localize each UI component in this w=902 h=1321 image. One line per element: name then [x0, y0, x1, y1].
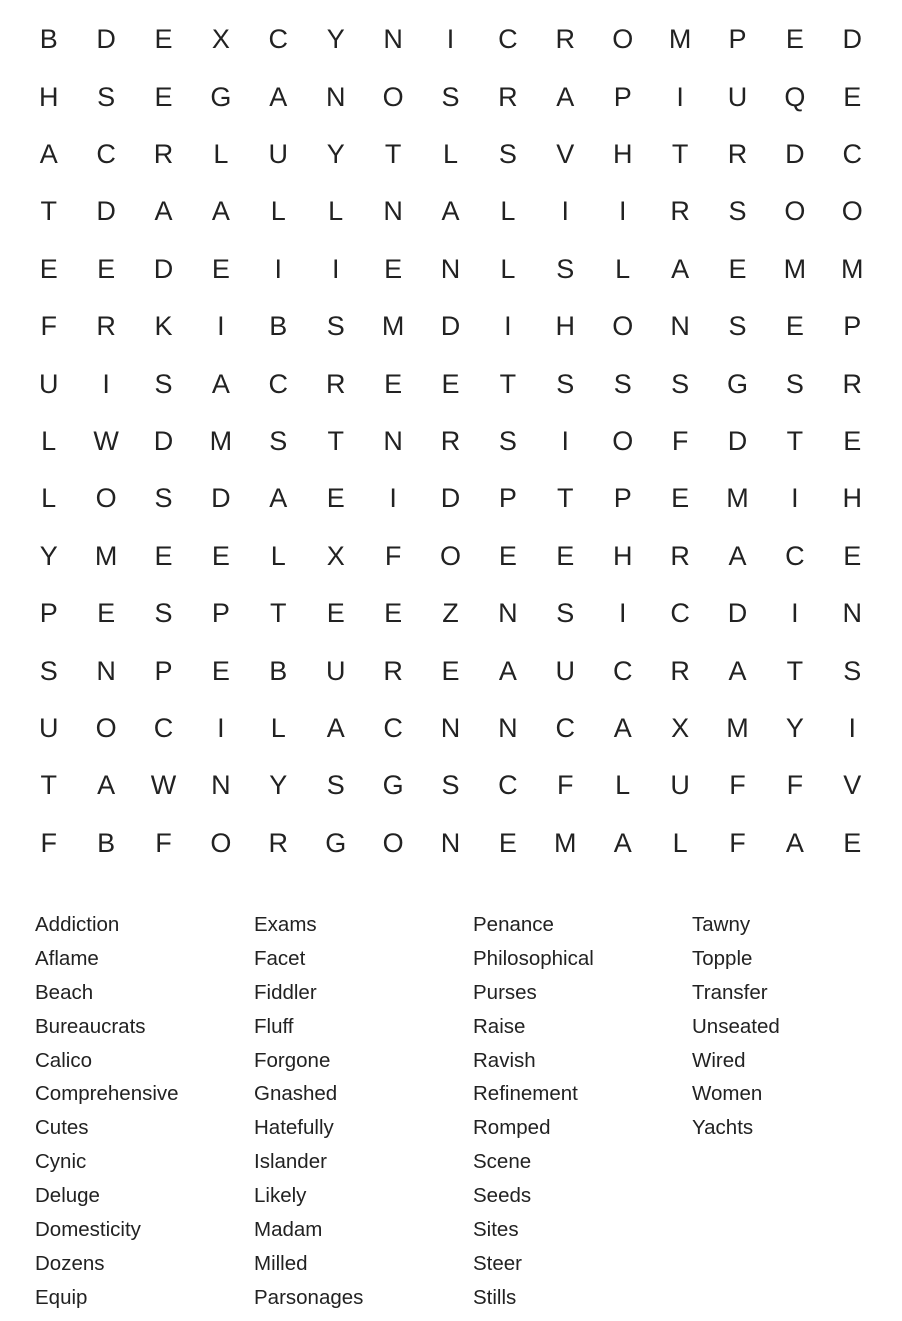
grid-cell[interactable]: R	[440, 425, 461, 456]
word-list-item: Calico	[35, 1048, 92, 1072]
grid-cell[interactable]: U	[670, 770, 690, 801]
grid-cell[interactable]: X	[211, 24, 230, 55]
grid-cell[interactable]: N	[440, 253, 461, 284]
word-list-item: Parsonages	[254, 1285, 364, 1309]
grid-cell[interactable]: E	[154, 540, 173, 571]
grid-cell[interactable]: R	[842, 368, 863, 399]
grid-cell[interactable]: S	[556, 368, 575, 399]
grid-cell[interactable]: E	[785, 24, 804, 55]
grid-cell[interactable]: S	[613, 368, 632, 399]
grid-cell[interactable]: B	[97, 827, 116, 858]
grid-cell[interactable]: L	[270, 540, 286, 571]
grid-cell[interactable]: E	[211, 253, 230, 284]
word-list-item: Romped	[473, 1116, 551, 1140]
grid-cell[interactable]: N	[440, 712, 461, 743]
grid-cell[interactable]: L	[270, 712, 286, 743]
grid-cell[interactable]: A	[211, 368, 230, 399]
word-list-item: Sites	[473, 1218, 519, 1242]
grid-cell[interactable]: I	[504, 311, 512, 342]
grid-cell[interactable]: A	[269, 81, 288, 112]
grid-cell[interactable]: A	[613, 827, 632, 858]
grid-cell[interactable]: C	[383, 712, 403, 743]
grid-cell[interactable]: L	[41, 425, 57, 456]
word-list-item: Beach	[35, 980, 94, 1004]
grid-cell[interactable]: S	[154, 483, 173, 514]
grid-cell[interactable]: O	[612, 311, 634, 342]
grid-cell[interactable]: N	[498, 598, 518, 629]
grid-cell[interactable]: I	[676, 81, 684, 112]
grid-cell[interactable]: C	[268, 24, 289, 55]
grid-cell[interactable]: N	[383, 425, 403, 456]
word-list-item: Purses	[473, 980, 537, 1004]
grid-cell[interactable]: F	[729, 770, 746, 801]
grid-cell[interactable]: N	[96, 655, 116, 686]
grid-cell[interactable]: A	[39, 138, 58, 169]
grid-cell[interactable]: L	[270, 196, 286, 227]
grid-cell[interactable]: Y	[39, 540, 58, 571]
grid-cell[interactable]: O	[439, 540, 461, 571]
grid-cell[interactable]: T	[384, 138, 402, 169]
grid-cell[interactable]: U	[727, 81, 748, 112]
grid-cell[interactable]: S	[556, 253, 575, 284]
grid-cell[interactable]: C	[612, 655, 633, 686]
grid-cell[interactable]: Y	[785, 712, 804, 743]
grid-cell[interactable]: O	[95, 483, 117, 514]
grid-cell[interactable]: E	[498, 540, 517, 571]
grid-cell[interactable]: I	[561, 425, 570, 456]
grid-cell[interactable]: I	[848, 712, 857, 743]
grid-cell[interactable]: O	[841, 196, 863, 227]
word-list-item: Dozens	[35, 1251, 105, 1275]
grid-cell[interactable]: S	[269, 425, 288, 456]
grid-cell[interactable]: C	[670, 598, 690, 629]
grid-cell[interactable]: Z	[442, 598, 459, 629]
grid-cell[interactable]: A	[154, 196, 173, 227]
grid-cell[interactable]: P	[613, 81, 632, 112]
grid-cell[interactable]: I	[791, 483, 799, 514]
word-list-item: Steer	[473, 1251, 522, 1275]
grid-cell[interactable]: X	[671, 712, 690, 743]
grid-cell[interactable]: M	[668, 24, 692, 55]
grid-cell[interactable]: O	[95, 712, 117, 743]
grid-cell[interactable]: T	[327, 425, 344, 456]
grid-cell[interactable]: N	[383, 24, 403, 55]
grid-cell[interactable]: H	[842, 483, 863, 514]
word-list-item: Cynic	[35, 1150, 87, 1174]
grid-cell[interactable]: S	[671, 368, 690, 399]
word-list-item: Scene	[473, 1150, 532, 1174]
grid-cell[interactable]: E	[39, 253, 58, 284]
grid-cell[interactable]: P	[843, 311, 862, 342]
grid-cell[interactable]: H	[555, 311, 576, 342]
grid-cell[interactable]: C	[498, 770, 518, 801]
word-list-item: Bureaucrats	[35, 1014, 146, 1038]
grid-cell[interactable]: S	[785, 368, 804, 399]
grid-cell[interactable]: U	[268, 138, 289, 169]
word-list-item: Unseated	[692, 1014, 780, 1038]
grid-cell[interactable]: E	[384, 368, 403, 399]
grid-cell[interactable]: E	[384, 253, 403, 284]
grid-cell[interactable]: M	[94, 540, 118, 571]
grid-cell[interactable]: T	[270, 598, 287, 629]
grid-cell[interactable]: I	[102, 368, 110, 399]
grid-cell[interactable]: Q	[784, 81, 806, 112]
grid-cell[interactable]: N	[211, 770, 231, 801]
word-list-item: Comprehensive	[35, 1082, 179, 1106]
grid-cell[interactable]: F	[671, 425, 689, 456]
grid-cell[interactable]: D	[727, 425, 748, 456]
grid-cell[interactable]: E	[326, 598, 345, 629]
grid-cell[interactable]: E	[441, 655, 460, 686]
grid-cell[interactable]: F	[729, 827, 746, 858]
word-list-item: Forgone	[254, 1048, 331, 1072]
word-list-item: Raise	[473, 1014, 526, 1038]
grid-cell[interactable]: E	[728, 253, 747, 284]
grid-cell[interactable]: R	[383, 655, 403, 686]
grid-cell[interactable]: I	[217, 712, 225, 743]
grid-cell[interactable]: R	[96, 311, 116, 342]
grid-cell[interactable]: E	[211, 655, 230, 686]
word-list-item: Madam	[254, 1218, 323, 1242]
grid-cell[interactable]: C	[498, 24, 518, 55]
grid-cell[interactable]: L	[442, 138, 458, 169]
grid-cell[interactable]: F	[40, 311, 57, 342]
grid-cell[interactable]: I	[331, 253, 340, 284]
grid-cell[interactable]: E	[326, 483, 345, 514]
grid-cell[interactable]: T	[786, 655, 804, 686]
grid-cell[interactable]: P	[211, 598, 230, 629]
grid-cell[interactable]: E	[843, 540, 862, 571]
grid-cell[interactable]: M	[554, 827, 577, 858]
grid-cell[interactable]: W	[93, 425, 119, 456]
grid-cell[interactable]: O	[382, 81, 404, 112]
grid-cell[interactable]: D	[440, 483, 461, 514]
grid-cell[interactable]: I	[791, 598, 799, 629]
word-list-item: Hatefully	[254, 1116, 334, 1140]
word-list-item: Gnashed	[254, 1082, 338, 1106]
grid-cell[interactable]: M	[783, 253, 807, 284]
grid-cell[interactable]: I	[618, 196, 627, 227]
grid-cell[interactable]: E	[154, 81, 173, 112]
grid-cell[interactable]: T	[671, 138, 689, 169]
word-list-item: Wired	[692, 1048, 746, 1072]
word-list-item: Fluff	[254, 1014, 294, 1038]
grid-cell[interactable]: E	[843, 81, 862, 112]
word-list-item: Tawny	[692, 913, 751, 936]
grid-cell[interactable]: O	[382, 827, 404, 858]
grid-cell[interactable]: M	[841, 253, 864, 284]
grid-cell[interactable]: U	[38, 368, 59, 399]
grid-cell[interactable]: L	[615, 770, 631, 801]
grid-cell[interactable]: S	[843, 655, 862, 686]
grid-cell[interactable]: L	[672, 827, 688, 858]
grid-cell[interactable]: D	[440, 311, 461, 342]
grid-cell[interactable]: M	[209, 425, 233, 456]
grid-cell[interactable]: L	[615, 253, 631, 284]
grid-cell[interactable]: F	[155, 827, 172, 858]
grid-cell[interactable]: D	[842, 24, 863, 55]
grid-cell[interactable]: G	[210, 81, 232, 112]
grid-cell[interactable]: C	[785, 540, 805, 571]
grid-cell[interactable]: S	[97, 81, 116, 112]
grid-cell[interactable]: L	[328, 196, 344, 227]
grid-cell[interactable]: C	[153, 712, 174, 743]
grid-cell[interactable]: B	[269, 311, 288, 342]
word-list-column	[692, 908, 902, 1145]
word-list-item: Topple	[692, 946, 753, 970]
word-list-item: Likely	[254, 1184, 307, 1208]
grid-cell[interactable]: T	[499, 368, 517, 399]
grid-cell[interactable]: R	[268, 827, 289, 858]
grid-cell[interactable]: O	[612, 425, 634, 456]
grid-cell[interactable]: P	[728, 24, 747, 55]
grid-cell[interactable]: F	[786, 770, 804, 801]
grid-cell[interactable]: R	[498, 81, 518, 112]
grid-cell[interactable]: B	[39, 24, 58, 55]
grid-cell[interactable]: L	[213, 138, 229, 169]
word-list-item: Islander	[254, 1150, 327, 1174]
grid-cell[interactable]: M	[726, 483, 749, 514]
grid-cell[interactable]: C	[842, 138, 863, 169]
grid-cell[interactable]: S	[154, 368, 173, 399]
grid-cell[interactable]: I	[446, 24, 455, 55]
grid-cell[interactable]: E	[843, 827, 862, 858]
grid-cell[interactable]: A	[97, 770, 116, 801]
grid-cell[interactable]: A	[613, 712, 632, 743]
grid-cell[interactable]: R	[727, 138, 748, 169]
grid-cell[interactable]: E	[556, 540, 575, 571]
grid-cell[interactable]: C	[96, 138, 116, 169]
grid-cell[interactable]: R	[670, 655, 690, 686]
grid-cell[interactable]: E	[384, 598, 403, 629]
grid-cell[interactable]: E	[671, 483, 690, 514]
word-list-item: Women	[692, 1082, 763, 1106]
grid-cell[interactable]: I	[389, 483, 397, 514]
letter-grid	[20, 11, 881, 872]
grid-cell[interactable]: S	[498, 425, 517, 456]
grid-cell[interactable]: I	[217, 311, 225, 342]
grid-cell[interactable]: E	[441, 368, 460, 399]
grid-cell[interactable]: D	[211, 483, 231, 514]
grid-cell[interactable]: A	[728, 540, 747, 571]
grid-cell[interactable]: A	[326, 712, 345, 743]
word-list-item: Milled	[254, 1251, 308, 1275]
word-list-item: Stills	[473, 1285, 517, 1309]
grid-cell[interactable]: R	[555, 24, 576, 55]
grid-cell[interactable]: O	[210, 827, 232, 858]
grid-cell[interactable]: S	[154, 598, 173, 629]
grid-cell[interactable]: N	[383, 196, 403, 227]
grid-cell[interactable]: V	[556, 138, 575, 169]
grid-cell[interactable]: T	[557, 483, 574, 514]
word-list-column	[473, 908, 688, 1315]
grid-cell[interactable]: A	[785, 827, 804, 858]
grid-cell[interactable]: M	[381, 311, 405, 342]
grid-cell[interactable]: U	[325, 655, 346, 686]
grid-cell[interactable]: Y	[269, 770, 288, 801]
grid-cell[interactable]: F	[40, 827, 57, 858]
grid-cell[interactable]: S	[326, 311, 345, 342]
grid-cell[interactable]: F	[557, 770, 574, 801]
grid-cell[interactable]: N	[670, 311, 690, 342]
grid-cell[interactable]: B	[269, 655, 288, 686]
grid-cell[interactable]: S	[441, 81, 460, 112]
grid-cell[interactable]: E	[97, 253, 116, 284]
word-list-item: Yachts	[692, 1116, 754, 1140]
grid-cell[interactable]: T	[40, 196, 57, 227]
grid-cell[interactable]: L	[500, 253, 516, 284]
word-list-item: Philosophical	[473, 946, 594, 970]
word-list-item: Domesticity	[35, 1218, 141, 1242]
grid-cell[interactable]: A	[671, 253, 690, 284]
grid-cell[interactable]: C	[268, 368, 289, 399]
grid-cell[interactable]: D	[96, 196, 116, 227]
grid-cell[interactable]: L	[500, 196, 516, 227]
word-list-item: Seeds	[473, 1184, 532, 1208]
grid-cell[interactable]: D	[153, 425, 174, 456]
grid-cell[interactable]: P	[39, 598, 58, 629]
grid-cell[interactable]: E	[785, 311, 804, 342]
grid-cell[interactable]: A	[556, 81, 575, 112]
grid-cell[interactable]: N	[842, 598, 863, 629]
grid-cell[interactable]: D	[153, 253, 174, 284]
grid-cell[interactable]: R	[670, 196, 690, 227]
grid-cell[interactable]: W	[150, 770, 177, 801]
word-list-item: Exams	[254, 913, 317, 936]
word-list-item: Fiddler	[254, 980, 317, 1004]
grid-cell[interactable]: A	[441, 196, 460, 227]
grid-cell[interactable]: N	[325, 81, 346, 112]
grid-cell[interactable]: Y	[326, 138, 345, 169]
grid-cell[interactable]: A	[498, 655, 517, 686]
grid-cell[interactable]: R	[670, 540, 690, 571]
grid-cell[interactable]: E	[97, 598, 116, 629]
grid-cell[interactable]: L	[41, 483, 57, 514]
grid-cell[interactable]: T	[786, 425, 804, 456]
grid-cell[interactable]: S	[441, 770, 460, 801]
grid-cell[interactable]: I	[618, 598, 627, 629]
word-list-item: Cutes	[35, 1116, 89, 1140]
grid-cell[interactable]: D	[96, 24, 116, 55]
grid-cell[interactable]: A	[728, 655, 747, 686]
grid-cell[interactable]: E	[211, 540, 230, 571]
grid-cell[interactable]: S	[728, 311, 747, 342]
grid-cell[interactable]: G	[325, 827, 347, 858]
word-list-item: Addiction	[35, 913, 120, 936]
word-list-item: Aflame	[35, 946, 99, 970]
word-list-item: Ravish	[473, 1048, 536, 1072]
grid-cell[interactable]: O	[784, 196, 806, 227]
grid-cell[interactable]: E	[154, 24, 173, 55]
grid-cell[interactable]: U	[38, 712, 59, 743]
grid-cell[interactable]: S	[728, 196, 747, 227]
grid-cell[interactable]: H	[612, 540, 633, 571]
grid-cell[interactable]: O	[612, 24, 634, 55]
grid-cell[interactable]: X	[326, 540, 345, 571]
grid-cell[interactable]: N	[498, 712, 518, 743]
grid-cell[interactable]: P	[613, 483, 632, 514]
word-list-item: Equip	[35, 1285, 88, 1309]
grid-cell[interactable]: Y	[326, 24, 345, 55]
grid-cell[interactable]: S	[39, 655, 58, 686]
grid-cell[interactable]: G	[726, 368, 748, 399]
grid-cell[interactable]: H	[38, 81, 59, 112]
grid-cell[interactable]: F	[384, 540, 402, 571]
word-list-column	[254, 908, 469, 1315]
grid-cell[interactable]: K	[154, 311, 173, 342]
word-list-item: Transfer	[692, 980, 768, 1004]
grid-cell[interactable]: T	[40, 770, 57, 801]
word-list-item: Deluge	[35, 1184, 100, 1208]
grid-cell[interactable]: S	[326, 770, 345, 801]
grid-cell[interactable]: D	[785, 138, 805, 169]
grid-cell[interactable]: U	[555, 655, 576, 686]
grid-cell[interactable]: I	[561, 196, 570, 227]
grid-cell[interactable]: D	[727, 598, 748, 629]
grid-cell[interactable]: A	[269, 483, 288, 514]
grid-cell[interactable]: P	[498, 483, 517, 514]
word-list-item: Refinement	[473, 1082, 578, 1106]
grid-cell[interactable]: E	[498, 827, 517, 858]
word-list-column	[35, 908, 250, 1315]
word-list-item: Penance	[473, 913, 554, 936]
grid-cell[interactable]: G	[382, 770, 404, 801]
grid-cell[interactable]: N	[440, 827, 461, 858]
grid-cell[interactable]: S	[498, 138, 517, 169]
grid-cell[interactable]: V	[843, 770, 862, 801]
grid-cell[interactable]: S	[556, 598, 575, 629]
grid-cell[interactable]: R	[153, 138, 174, 169]
grid-cell[interactable]: R	[325, 368, 346, 399]
word-list-item: Facet	[254, 946, 306, 970]
grid-cell[interactable]: C	[555, 712, 576, 743]
grid-cell[interactable]: I	[274, 253, 283, 284]
grid-cell[interactable]: E	[843, 425, 862, 456]
word-list	[35, 908, 875, 1316]
grid-cell[interactable]: M	[726, 712, 749, 743]
grid-cell[interactable]: H	[612, 138, 633, 169]
grid-cell[interactable]: P	[154, 655, 173, 686]
grid-cell[interactable]: A	[211, 196, 230, 227]
